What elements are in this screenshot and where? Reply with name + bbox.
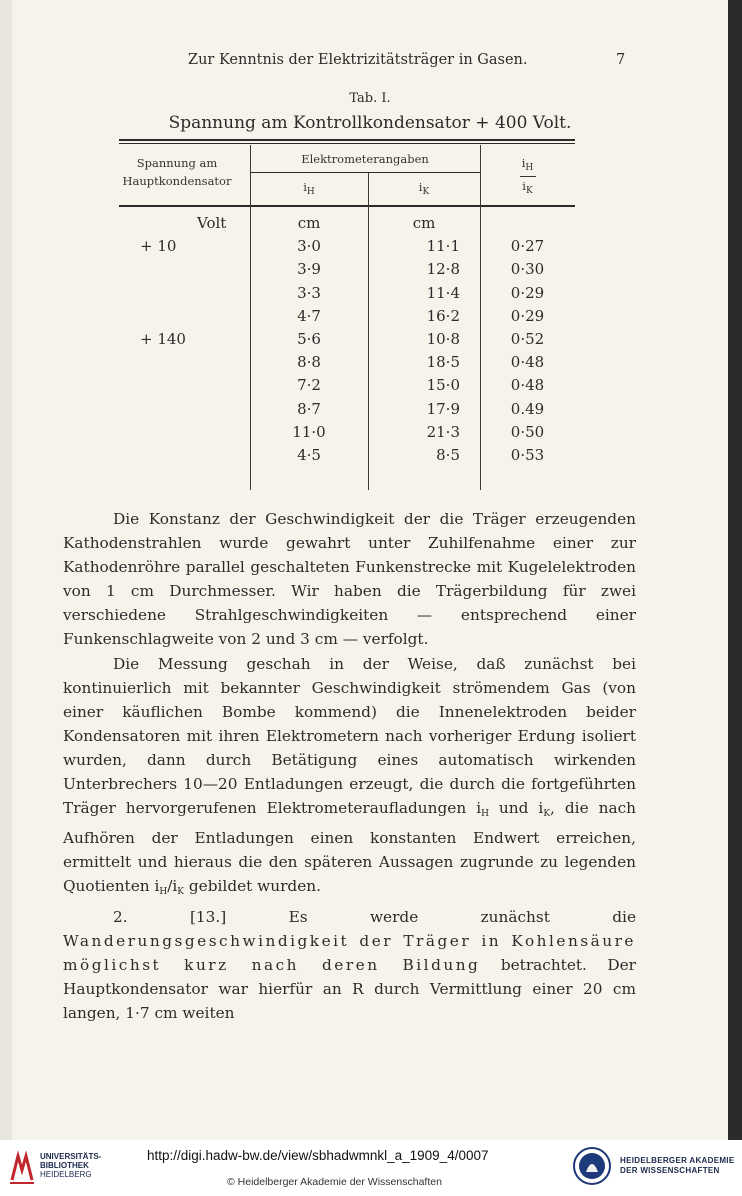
table-cell-ratio: 0·27: [510, 237, 545, 256]
copyright-notice: © Heidelberger Akademie der Wissenschaften: [227, 1176, 442, 1188]
header-iK-letter: i: [418, 180, 423, 194]
table-cell-voltage: [140, 421, 220, 444]
p3-text-a: 2. [13.] Es werde zunächst die: [113, 907, 636, 926]
header-ratio-den-letter: i: [522, 179, 526, 193]
table-top-rule: [119, 139, 575, 141]
header-iK: [368, 180, 480, 197]
table-cell-iK: 11·1: [426, 237, 460, 256]
header-iH: [250, 180, 368, 197]
header-spannung: [112, 156, 242, 188]
header-elektrometerangaben: Elektrometerangaben: [301, 152, 429, 166]
academy-line-2: DER WISSENSCHAFTEN: [620, 1166, 720, 1175]
header-ratio: [480, 156, 575, 196]
library-line-1: UNIVERSITÄTS-: [40, 1152, 102, 1161]
table-cell-iH: 11·0: [292, 422, 326, 441]
table-cell-iK: 11·4: [426, 283, 460, 302]
header-bottom-rule: [119, 205, 575, 207]
scanned-page: [12, 0, 728, 1140]
table-top-rule-thin: [119, 143, 575, 144]
table-cell-voltage: [140, 398, 220, 421]
library-line-3: HEIDELBERG: [40, 1170, 92, 1179]
table-cell-iH: 8·8: [297, 353, 321, 372]
footer-bar: [0, 1140, 742, 1196]
p2-iK: i: [538, 799, 544, 818]
book-edge: [728, 0, 742, 1140]
table-cell-voltage: + 10: [140, 237, 177, 256]
academy-line-1: HEIDELBERGER AKADEMIE: [620, 1156, 735, 1165]
table-cell-ratio: 0·29: [510, 306, 545, 325]
p2-iH-sub: H: [481, 809, 489, 820]
table-cell-iH: 7·2: [297, 376, 321, 395]
academy-name: [620, 1156, 734, 1176]
p2-quotient-num: i: [154, 877, 160, 896]
table-cell-ratio: 0·48: [510, 376, 545, 395]
p2-text-c: gebildet wurden.: [184, 877, 321, 896]
table-cell-ratio: 0·30: [510, 260, 545, 279]
table-cell-iK: 10·8: [426, 330, 460, 348]
unit-iK: cm: [412, 214, 436, 232]
header-ratio-num-letter: i: [521, 156, 526, 170]
table-cell-iK: 17·9: [426, 399, 460, 418]
table-cell-iH: 3·9: [297, 260, 321, 279]
table-cell-ratio: 0·50: [510, 422, 545, 441]
unit-voltage: Volt: [197, 214, 227, 232]
university-library-logo-icon: [8, 1150, 36, 1186]
table-cell-iH: 3·0: [297, 237, 321, 256]
table-cell-iK: 16·2: [426, 306, 460, 325]
table-cell-ratio: 0·29: [510, 283, 545, 302]
header-ratio-numerator: [480, 156, 575, 173]
header-iH-letter: i: [303, 180, 307, 194]
table-cell-voltage: [140, 444, 220, 467]
p3-text-b: betrachtet. Der Hauptkondensator war hierfür an R durch Vermittlung einer 20 cm langen, 1·7 cm weiten: [63, 955, 636, 1022]
table-cell-voltage: [140, 305, 220, 328]
table-cell-voltage: [140, 258, 220, 281]
table-cell-iH: 5·6: [297, 330, 321, 348]
header-spannung-line1: Spannung am: [136, 156, 218, 170]
table-cell-ratio: 0·53: [510, 446, 545, 464]
p2-text-b: , die nach Aufhören der Entladungen einen konstanten Endwert erreichen, ermittelt und hieraus die den späteren Aussagen zugrunde zu legenden Quotienten: [63, 799, 636, 896]
header-group-rule: [250, 172, 480, 173]
library-name: [40, 1152, 101, 1179]
table-cell-iH: 3·3: [297, 283, 321, 302]
p2-und: und: [488, 799, 539, 818]
paragraph-2: [63, 652, 636, 905]
header-ratio-denominator: [480, 179, 575, 196]
header-spannung-line2: Hauptkondensator: [122, 174, 232, 188]
header-iH-sub: H: [306, 187, 315, 197]
table-cell-voltage: [140, 282, 220, 305]
table-cell-iH: 8·7: [297, 399, 321, 418]
header-iK-sub: K: [422, 187, 430, 197]
header-ratio-num-sub: H: [525, 163, 534, 173]
document-url[interactable]: http://digi.hadw-bw.de/view/sbhadwmnkl_a_1909_4/0007: [147, 1148, 489, 1163]
header-ratio-bar: [520, 176, 536, 177]
table-cell-iK: 8·5: [436, 446, 460, 464]
page-number: 7: [616, 52, 626, 68]
paragraph-1: Die Konstanz der Geschwindigkeit der die Träger erzeugenden Kathodenstrahlen wurde gewahrt unter Zuhilfenahme einer zur Kathodenröhre parallel geschalteten Funkenstrecke mit Kugelelektroden von 1 cm Durchmesser. Wir haben die Trägerbildung für zwei verschiedene Strahlgeschwindigkeiten — entsprechend einer Funkenschlagweite von 2 und 3 cm — verfolgt.: [63, 510, 636, 649]
table-caption: Spannung am Kontrollkondensator + 400 Volt.: [168, 113, 572, 133]
p2-iK-sub: K: [543, 809, 551, 820]
table-cell-iH: 4·5: [297, 446, 321, 464]
p2-quotient-den: i: [172, 877, 178, 896]
academy-seal-icon: [572, 1146, 612, 1186]
table-cell-iK: 18·5: [426, 353, 460, 372]
p3-spaced-emphasis: Wanderungsgeschwindigkeit der Träger in Kohlensäure möglichst kurz nach deren Bildung: [63, 931, 636, 974]
p2-text-a: Die Messung geschah in der Weise, daß zunächst bei kontinuierlich mit bekannter Geschwindigkeit strömendem Gas (von einer käuflichen Bombe kommend) die Innenelektroden beider Kondensatoren mit ihren Elektrometern nach vorheriger Erdung isoliert wurden, dann durch Betätigung eines automatisch wirkenden Unterbrechers 10—20 Entladungen erzeugt, die durch die fortgeführten Träger hervorgerufenen Elektrometeraufladungen: [63, 654, 636, 818]
table-cell-voltage: [140, 374, 220, 397]
p2-slash: /: [167, 877, 173, 896]
p2-iH: i: [476, 799, 482, 818]
unit-ratio: [480, 212, 575, 235]
table-cell-iK: 12·8: [426, 260, 460, 279]
table-cell-voltage: [140, 351, 220, 374]
running-title: Zur Kenntnis der Elektrizitätsträger in Gasen.: [188, 52, 528, 68]
table-cell-ratio: 0·48: [510, 353, 545, 372]
table-cell-voltage: + 140: [140, 330, 186, 348]
p2-quotient-den-sub: K: [177, 887, 185, 898]
header-ratio-den-sub: K: [525, 186, 533, 196]
body-text: [63, 507, 636, 1025]
unit-iH: cm: [297, 214, 321, 232]
paragraph-3: [63, 905, 636, 1025]
table-cell-iK: 21·3: [426, 422, 460, 441]
table-cell-ratio: 0.49: [510, 399, 545, 418]
table-cell-ratio: 0·52: [510, 330, 545, 348]
p2-quotient-num-sub: H: [159, 887, 168, 898]
table-cell-iH: 4·7: [297, 306, 321, 325]
library-line-2: BIBLIOTHEK: [40, 1161, 89, 1170]
table-cell-iK: 15·0: [426, 376, 460, 395]
table-number: Tab. I.: [349, 91, 391, 106]
